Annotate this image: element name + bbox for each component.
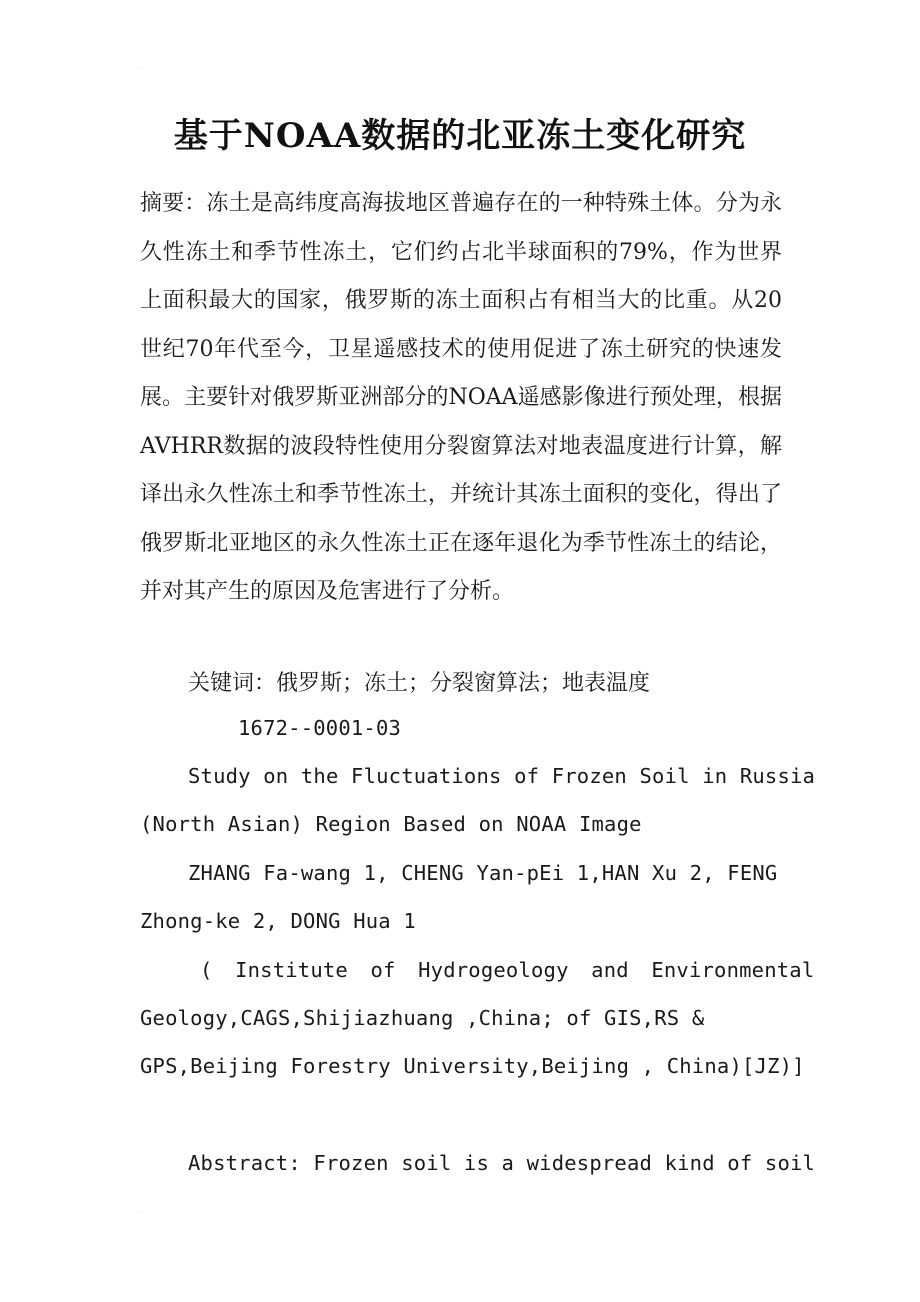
english-abstract-start: Abstract: Frozen soil is a widespread kind of soil xyxy=(188,1151,816,1175)
chinese-abstract: 摘要：冻土是高纬度高海拔地区普遍存在的一种特殊土体。分为永久性冻土和季节性冻土，它们约占北半球面积的79%，作为世界上面积最大的国家，俄罗斯的冻土面积占有相当大的比重。从20世纪70年代至今，卫星遥感技术的使用促进了冻土研究的快速发展。主要针对俄罗斯亚洲部分的NOAA遥感影像进行预处理，根据AVHRR数据的波段特性使用分裂窗算法对地表温度进行计算，解译出永久性冻土和季节性冻土，并统计其冻土面积的变化，得出了俄罗斯北亚地区的永久性冻土正在逐年退化为季节性冻土的结论，并对其产生的原因及危害进行了分析。 xyxy=(140,191,782,604)
authors-line-1: ZHANG Fa-wang 1, CHENG Yan-pEi 1,HAN Xu 2, FENG xyxy=(188,861,778,885)
english-title-line-2: (North Asian) Region Based on NOAA Image xyxy=(140,812,642,836)
page-corner-mark: . xyxy=(140,62,143,71)
document-code: 1672--0001-03 xyxy=(238,716,402,740)
page-corner-mark-bottom: . xyxy=(140,1205,143,1214)
institution-line-1: ( Institute of Hydrogeology and Environmental xyxy=(200,958,815,982)
institution-line-3: GPS,Beijing Forestry University,Beijing , China)[JZ)] xyxy=(140,1054,805,1078)
authors-line-2: Zhong-ke 2, DONG Hua 1 xyxy=(140,909,416,933)
page-title: 基于NOAA数据的北亚冻土变化研究 xyxy=(173,116,747,156)
keywords: 关键词：俄罗斯；冻土；分裂窗算法；地表温度 xyxy=(188,671,651,696)
institution-line-2: Geology,CAGS,Shijiazhuang ,China; of GIS,RS & xyxy=(140,1006,705,1030)
english-title-line-1: Study on the Fluctuations of Frozen Soil in Russia xyxy=(188,764,816,788)
